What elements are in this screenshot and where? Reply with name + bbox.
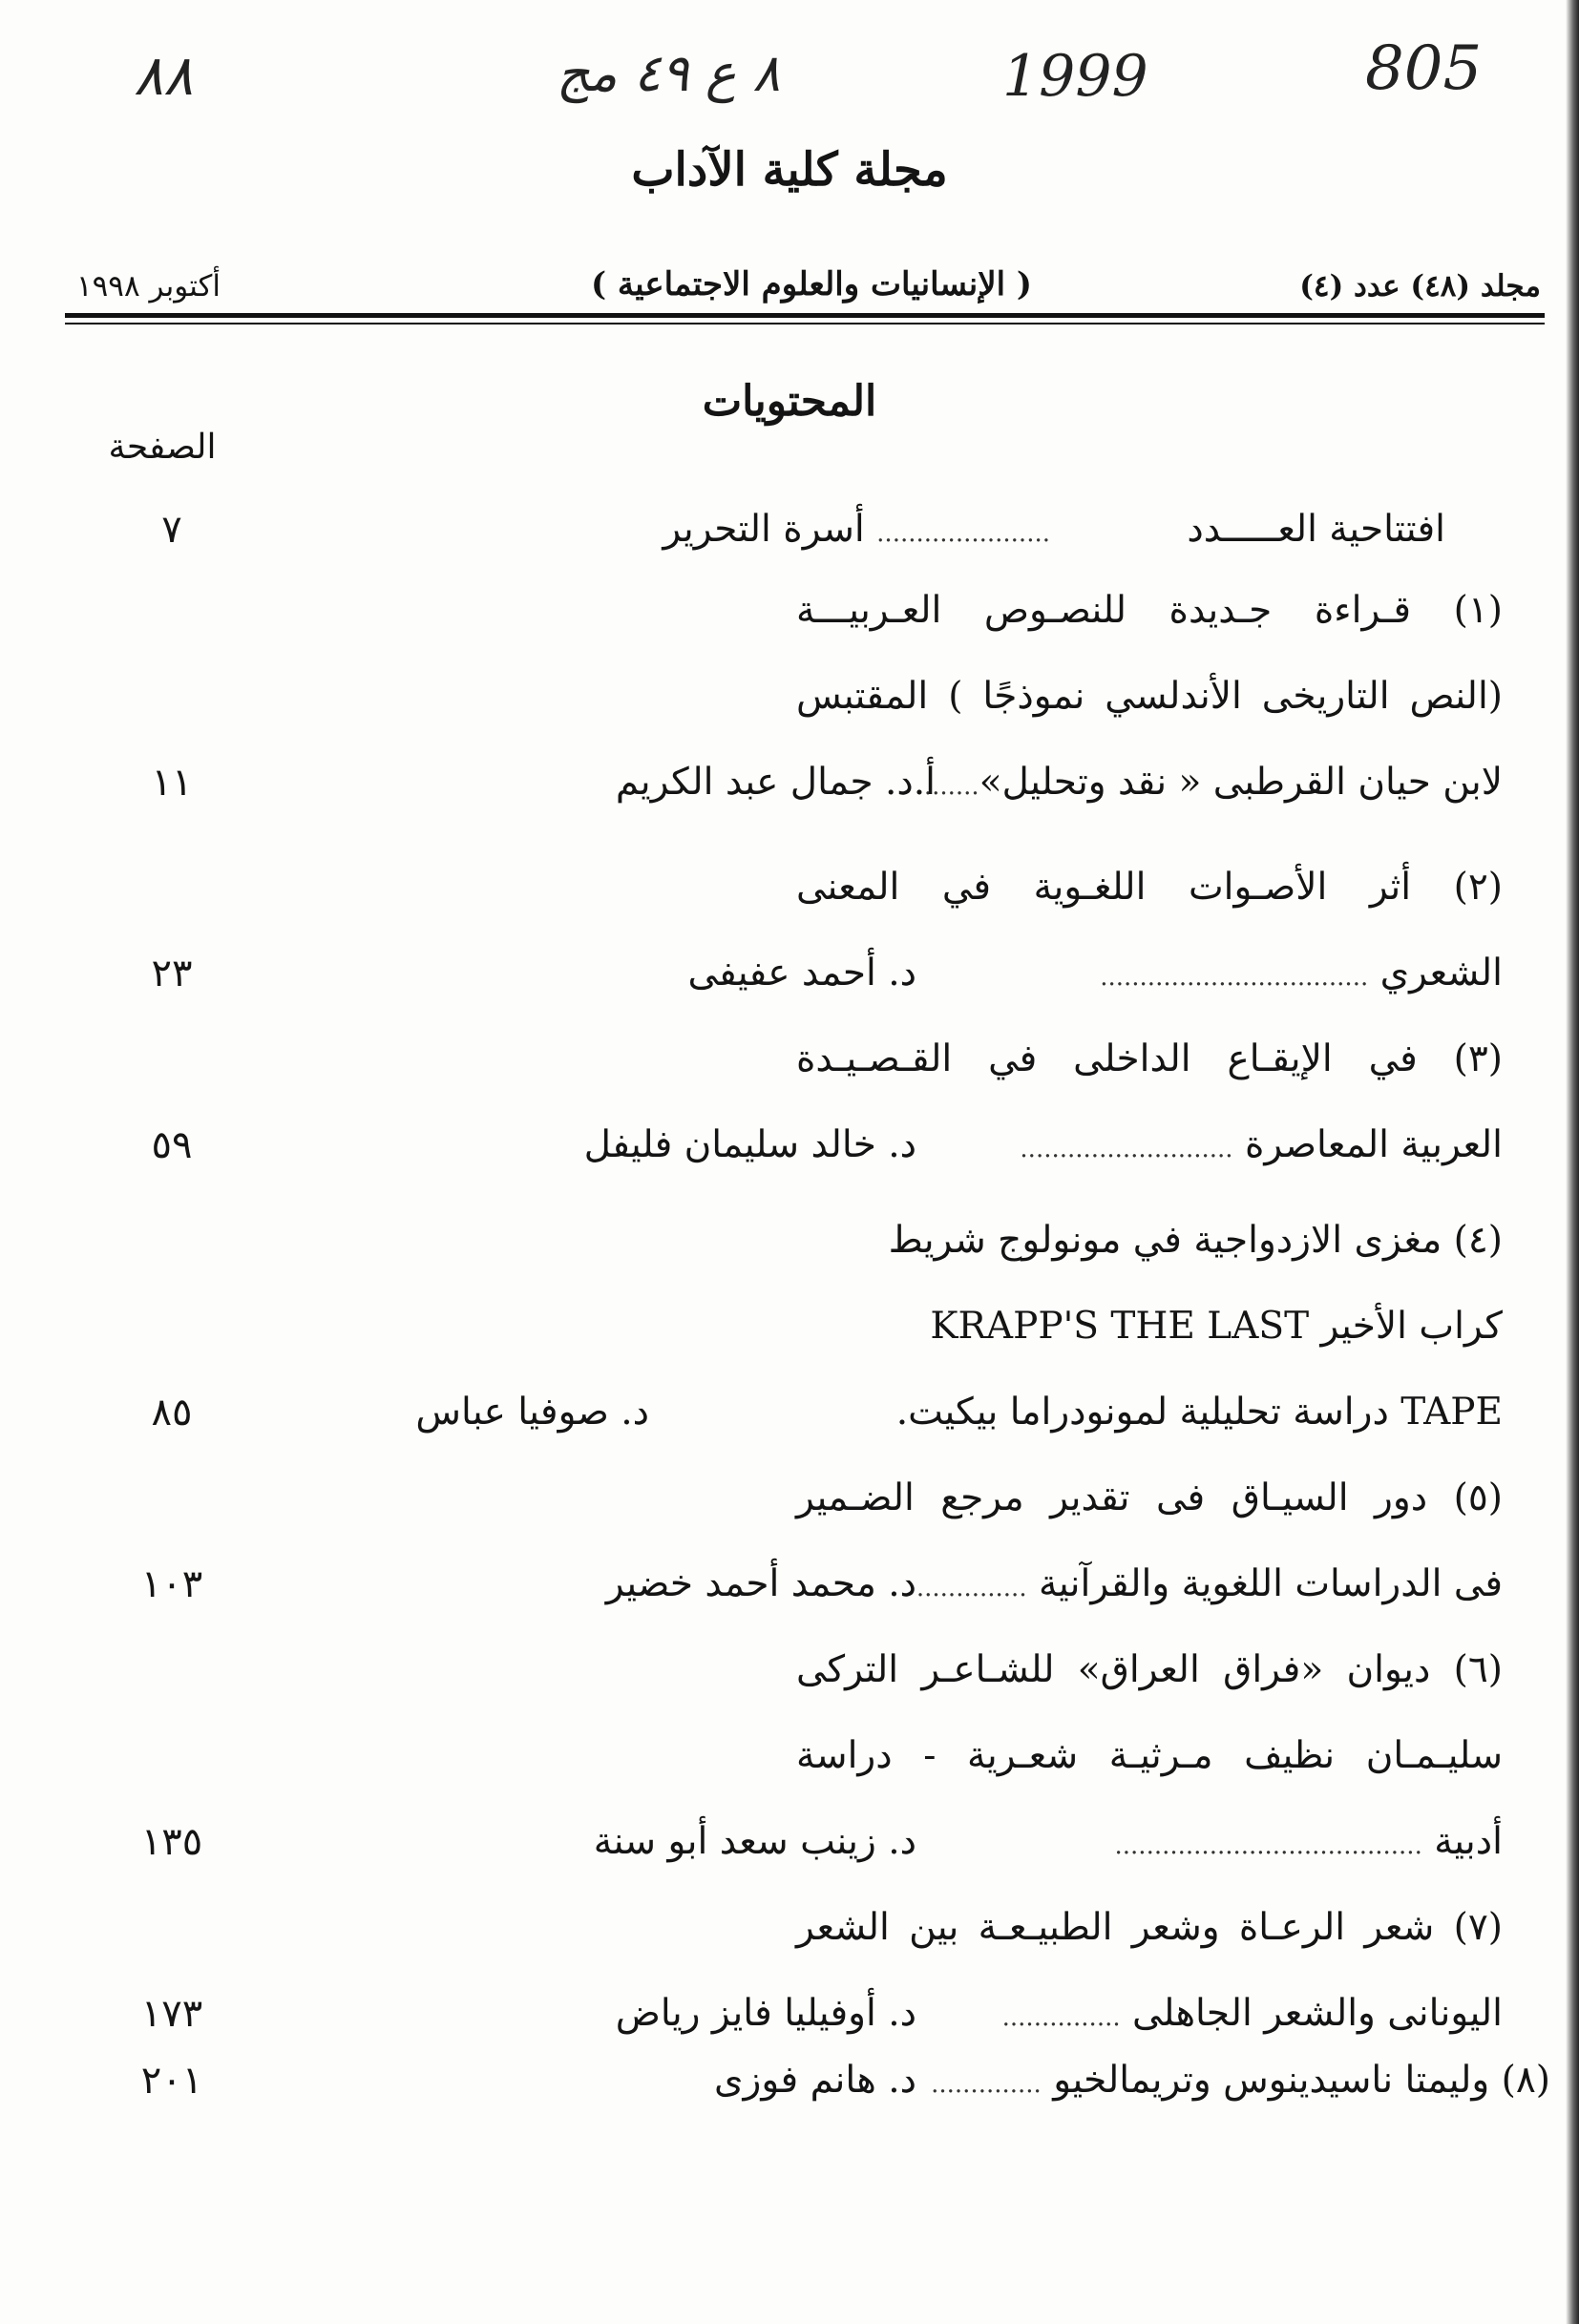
toc-entry-continuation [0, 1980, 1579, 2047]
toc-title-line: (١) قـراءة جـديدة للنصـوص العـربيـــة [796, 589, 1503, 632]
toc-entry[interactable] [0, 1465, 1579, 1532]
handwritten-serial: 805 [1365, 33, 1483, 104]
toc-entry-continuation [0, 1293, 1579, 1360]
toc-title-line: لابن حيان القرطبى « نقد وتحليل»....... [923, 761, 1503, 804]
toc-title-line: (٧) شعر الرعـاة وشعر الطبيـعـة بين الشعر [796, 1906, 1503, 1949]
toc-title-line: (٥) دور السيـاق فى تقدير مرجع الضـمير [796, 1476, 1503, 1519]
toc-title-line: (النص التاريخى الأندلسي نموذجًا ) المقتبس [796, 675, 1503, 718]
toc-title-line: TAPE دراسة تحليلية لمونودراما بيكيت. [895, 1391, 1503, 1434]
toc-author: د. صوفيا عباس [415, 1391, 649, 1434]
leader-dots: ...................... [876, 519, 1050, 548]
toc-author: د. أوفيليا فايز رياض [615, 1992, 916, 2035]
toc-author: أ.د. جمال عبد الكريم [615, 761, 936, 804]
toc-page-number: ٢٣ [151, 952, 193, 995]
toc-author: ...................... أسرة التحرير [663, 508, 1050, 551]
toc-entry-continuation [0, 749, 1579, 816]
toc-page-number: ٧ [161, 508, 182, 552]
toc-author: د. خالد سليمان فليفل [583, 1123, 916, 1166]
toc-author: د. هانم فوزى [714, 2059, 916, 2102]
toc-entry-continuation [0, 1379, 1579, 1446]
toc-entry[interactable] [0, 2047, 1579, 2114]
toc-entry-continuation [0, 663, 1579, 730]
toc-entry[interactable] [0, 577, 1579, 644]
page-column-label: الصفحة [108, 428, 217, 467]
handwritten-page-number: ٨٨ [134, 43, 194, 108]
toc-entry[interactable] [0, 1895, 1579, 1961]
toc-title-line: أدبية ....................................... [1114, 1820, 1503, 1863]
toc-title-line: الشعري .................................. [1100, 952, 1503, 995]
header-rule-thin [65, 323, 1545, 325]
handwritten-year: 1999 [1002, 43, 1148, 110]
toc-entry-continuation [0, 1723, 1579, 1790]
toc-entry[interactable] [0, 496, 1579, 563]
toc-title-line: (٢) أثر الأصـوات اللغـوية في المعنى [796, 866, 1503, 909]
toc-page-number: ٥٩ [151, 1123, 193, 1167]
toc-page-number: ١٣٥ [140, 1820, 203, 1864]
issue-date: أكتوبر ١٩٩٨ [76, 269, 221, 304]
toc-entry-continuation [0, 1551, 1579, 1618]
toc-entry-continuation [0, 1809, 1579, 1875]
toc-page-number: ٨٥ [151, 1391, 193, 1434]
toc-page-number: ١٧٣ [140, 1992, 203, 2036]
toc-entry[interactable] [0, 1637, 1579, 1704]
toc-title-line: (٨) وليمتا ناسيدينوس وتريمالخيو .............. [931, 2059, 1550, 2102]
toc-page-number: ١٠٣ [140, 1562, 203, 1606]
toc-entry[interactable] [0, 1026, 1579, 1093]
toc-page-number: ٢٠١ [140, 2059, 203, 2103]
toc-author: د. أحمد عفيفى [687, 952, 916, 995]
toc-entry[interactable] [0, 1207, 1579, 1274]
toc-entry[interactable] [0, 854, 1579, 921]
toc-title-line: فى الدراسات اللغوية والقرآنية .............. [916, 1562, 1503, 1605]
journal-title: مجلة كلية الآداب [631, 143, 948, 197]
contents-heading: المحتويات [702, 377, 877, 426]
toc-author: د. محمد أحمد خضير [605, 1562, 916, 1605]
toc-title-line: افتتاحية العـــــدد [1187, 508, 1445, 551]
header-rule-thick [65, 313, 1545, 318]
volume-issue: مجلد (٤٨) عدد (٤) [1299, 269, 1541, 304]
toc-title-line: اليونانى والشعر الجاهلى ............... [1001, 1992, 1503, 2035]
toc-title-line: (٦) ديوان «فراق العراق» للشـاعـر التركى [796, 1648, 1503, 1691]
toc-title-line: سليـمـان نظيف مـرثيـة شعـرية - دراسة [796, 1734, 1503, 1777]
toc-title-line: العربية المعاصرة ........................... [1020, 1123, 1503, 1166]
toc-title-line: كراب الأخير KRAPP'S THE LAST [930, 1305, 1503, 1348]
toc-author: د. زينب سعد أبو سنة [593, 1820, 916, 1863]
toc-title-line: (٣) في الإيقـاع الداخلى في القـصـيـدة [796, 1037, 1503, 1080]
journal-subtitle: ( الإنسانيات والعلوم الاجتماعية ) [590, 265, 1032, 304]
toc-entry-continuation [0, 940, 1579, 1007]
toc-entry-continuation [0, 1112, 1579, 1179]
handwritten-reference: ٨ ع ٤٩ مج [556, 43, 781, 103]
toc-page-number: ١١ [151, 761, 193, 805]
toc-title-line: (٤) مغزى الازدواجية في مونولوج شريط [888, 1219, 1503, 1262]
